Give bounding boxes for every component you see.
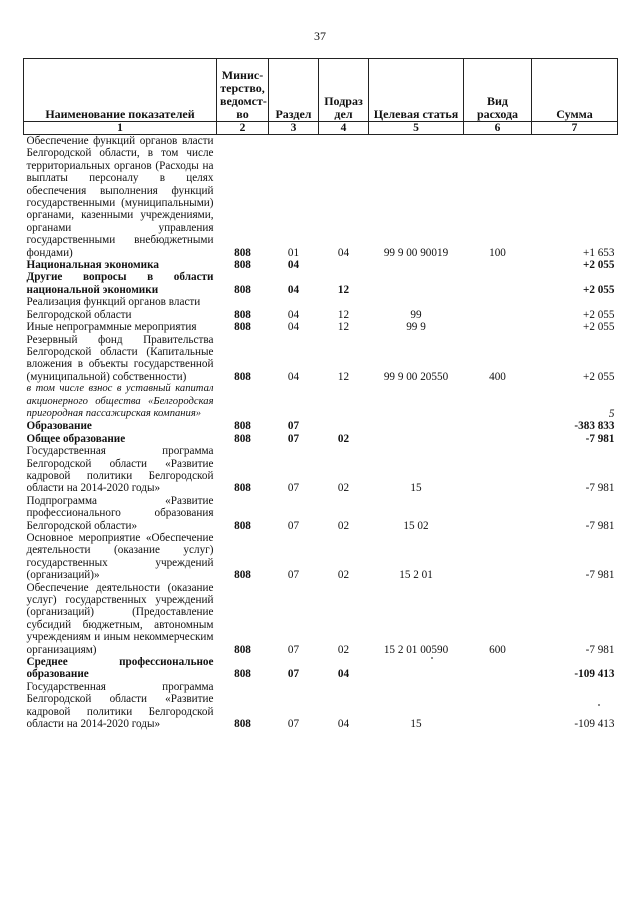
cell-sum: -7 981 <box>585 643 615 656</box>
cell-subsection: 04 <box>337 718 350 731</box>
cell-target: 99 9 <box>406 321 426 334</box>
cell-sum: +2 055 <box>583 321 615 334</box>
cell-sum: +2 055 <box>583 370 615 383</box>
cell-section: 04 <box>287 283 300 296</box>
cell-name: Национальная экономика <box>26 259 159 272</box>
cell-section: 04 <box>287 370 300 383</box>
cell-type <box>464 681 532 731</box>
cell-target <box>369 271 464 296</box>
cell-section: 07 <box>287 569 300 582</box>
cell-ministry: 808 <box>234 246 251 259</box>
cell-target <box>369 656 464 681</box>
cell-sum: +1 653 <box>583 246 615 259</box>
cell-subsection: 12 <box>337 370 350 383</box>
cell-sum: -7 981 <box>585 569 615 582</box>
header-ministry: Минис-терство, ведомст-во <box>217 59 269 122</box>
cell-name: Государственная программа Белгородской области «Развитие кадровой политики Белгородской области на 2014-2020 годы» <box>26 680 214 731</box>
column-number-row <box>24 122 618 135</box>
cell-sum: -109 413 <box>574 668 615 681</box>
column-number: 7 <box>532 122 618 135</box>
cell-name: Иные непрограммные мероприятия <box>26 321 197 334</box>
table-row <box>24 135 618 260</box>
cell-subsection: 04 <box>337 246 350 259</box>
cell-section: 07 <box>287 718 300 731</box>
cell-target <box>369 383 464 420</box>
cell-name: Обеспечение деятельности (оказание услуг) государственных учреждений (организаций) (Предоставление субсидий бюджетным, автономным учреждениям и иным некоммерческим организациям) <box>26 581 214 656</box>
table-row <box>24 656 618 681</box>
table-row <box>24 321 618 333</box>
cell-ministry: 808 <box>234 519 251 532</box>
header-target: Целевая статья <box>369 59 464 122</box>
cell-sum: 5 <box>608 407 615 420</box>
page-number: 37 <box>314 29 326 43</box>
header-name: Наименование показателей <box>24 59 217 122</box>
cell-section: 07 <box>287 643 300 656</box>
cell-type <box>464 532 532 582</box>
cell-target: 99 <box>410 308 422 321</box>
cell-target: 15 2 01 00590 <box>383 643 449 656</box>
cell-target: 99 9 00 90019 <box>383 246 449 259</box>
table-row <box>24 271 618 296</box>
cell-ministry: 808 <box>234 283 251 296</box>
column-number: 2 <box>217 122 269 135</box>
cell-sum: +2 055 <box>582 259 615 272</box>
cell-ministry: 808 <box>234 643 251 656</box>
cell-subsection: 02 <box>337 569 350 582</box>
cell-type <box>464 271 532 296</box>
cell-target <box>369 433 464 445</box>
cell-type: 400 <box>489 370 506 383</box>
column-number: 5 <box>369 122 464 135</box>
cell-type: 100 <box>489 246 506 259</box>
table-row <box>24 383 618 420</box>
cell-section: 01 <box>287 246 300 259</box>
cell-target: 99 9 00 20550 <box>383 370 449 383</box>
cell-subsection <box>319 383 369 420</box>
cell-type <box>464 495 532 532</box>
cell-type <box>464 321 532 333</box>
table-row <box>24 334 618 384</box>
cell-target: 15 2 01 <box>399 569 433 582</box>
cell-section: 07 <box>287 420 300 433</box>
column-number: 4 <box>319 122 369 135</box>
cell-ministry: 808 <box>234 370 251 383</box>
budget-table <box>23 58 618 731</box>
cell-type <box>464 420 532 432</box>
cell-section: 07 <box>287 668 300 681</box>
cell-subsection: 12 <box>337 283 350 296</box>
cell-sum: -7 981 <box>585 432 615 445</box>
header-row <box>24 59 618 122</box>
cell-subsection: 02 <box>337 432 350 445</box>
cell-sum: -7 981 <box>585 519 615 532</box>
cell-name: Реализация функций органов власти Белгородской области <box>26 296 201 321</box>
cell-sum: -109 413 <box>574 718 615 731</box>
cell-section: 07 <box>287 519 300 532</box>
table-row <box>24 433 618 445</box>
cell-name: Образование <box>26 420 92 433</box>
cell-ministry: 808 <box>234 718 251 731</box>
column-number: 3 <box>269 122 319 135</box>
cell-type: 600 <box>489 643 506 656</box>
cell-subsection <box>319 259 369 271</box>
cell-subsection: 02 <box>337 519 350 532</box>
cell-type <box>464 383 532 420</box>
table-row <box>24 259 618 271</box>
cell-target <box>369 259 464 271</box>
cell-ministry: 808 <box>234 308 251 321</box>
cell-name: Подпрограмма «Развитие профессионального образования Белгородской области» <box>26 494 214 532</box>
cell-section: 04 <box>287 321 300 334</box>
cell-sum: -383 833 <box>574 420 615 433</box>
cell-name: Другие вопросы в области национальной экономики <box>26 271 214 296</box>
cell-subsection: 12 <box>337 308 350 321</box>
cell-ministry: 808 <box>234 482 251 495</box>
cell-name: Резервный фонд Правительства Белгородской области (Капитальные вложения в объекты государственной (муниципальной) собственности) <box>26 333 214 383</box>
column-number: 1 <box>24 122 217 135</box>
cell-ministry: 808 <box>234 668 251 681</box>
table-row <box>24 445 618 495</box>
cell-type <box>464 656 532 681</box>
cell-name: в том числе взнос в уставный капитал акционерного общества «Белгородская пригородная пассажирская компания» <box>26 383 214 419</box>
cell-name: Основное мероприятие «Обеспечение деятельности (оказание услуг) государственных учреждений (организаций)» <box>26 532 214 582</box>
header-type: Вид расхода <box>464 59 532 122</box>
cell-subsection <box>319 420 369 432</box>
table-row <box>24 532 618 582</box>
cell-subsection: 04 <box>337 668 350 681</box>
column-number: 6 <box>464 122 532 135</box>
scan-speck <box>431 657 433 659</box>
cell-section: 04 <box>287 259 300 272</box>
cell-section <box>269 383 319 420</box>
cell-subsection: 02 <box>337 643 350 656</box>
cell-type <box>464 296 532 321</box>
cell-name: Обеспечение функций органов власти Белгородской области, в том числе территориальных органов (Расходы на выплаты персоналу в целях обеспечения выполнения функций государственными (муниципальными) органами, казенными учреждениями, органами управления государственными внебюджетными фондами) <box>26 135 214 259</box>
cell-section: 07 <box>287 482 300 495</box>
cell-subsection: 12 <box>337 321 350 334</box>
cell-ministry: 808 <box>234 420 251 433</box>
cell-name: Государственная программа Белгородской области «Развитие кадровой политики Белгородской области на 2014-2020 годы» <box>26 445 214 495</box>
cell-subsection: 02 <box>337 482 350 495</box>
cell-target <box>369 420 464 432</box>
header-subsection: Подраз дел <box>319 59 369 122</box>
table-row <box>24 296 618 321</box>
cell-sum: +2 055 <box>582 283 615 296</box>
cell-ministry: 808 <box>234 432 251 445</box>
header-section: Раздел <box>269 59 319 122</box>
cell-ministry: 808 <box>234 321 251 334</box>
cell-target: 15 02 <box>403 519 429 532</box>
cell-target: 15 <box>410 482 422 495</box>
header-sum: Сумма <box>532 59 618 122</box>
cell-ministry <box>217 383 269 420</box>
scan-speck <box>598 704 600 706</box>
cell-type <box>464 445 532 495</box>
cell-type <box>464 433 532 445</box>
cell-ministry: 808 <box>234 569 251 582</box>
table-row <box>24 681 618 731</box>
cell-sum: -7 981 <box>585 482 615 495</box>
table-row <box>24 420 618 432</box>
table-row <box>24 582 618 656</box>
cell-target: 15 <box>410 718 422 731</box>
cell-type <box>464 259 532 271</box>
cell-name: Среднее профессиональное образование <box>26 656 214 681</box>
table-row <box>24 495 618 532</box>
cell-name: Общее образование <box>26 432 126 445</box>
cell-section: 04 <box>287 308 300 321</box>
cell-ministry: 808 <box>234 259 251 272</box>
cell-sum: +2 055 <box>583 308 615 321</box>
cell-section: 07 <box>287 432 300 445</box>
